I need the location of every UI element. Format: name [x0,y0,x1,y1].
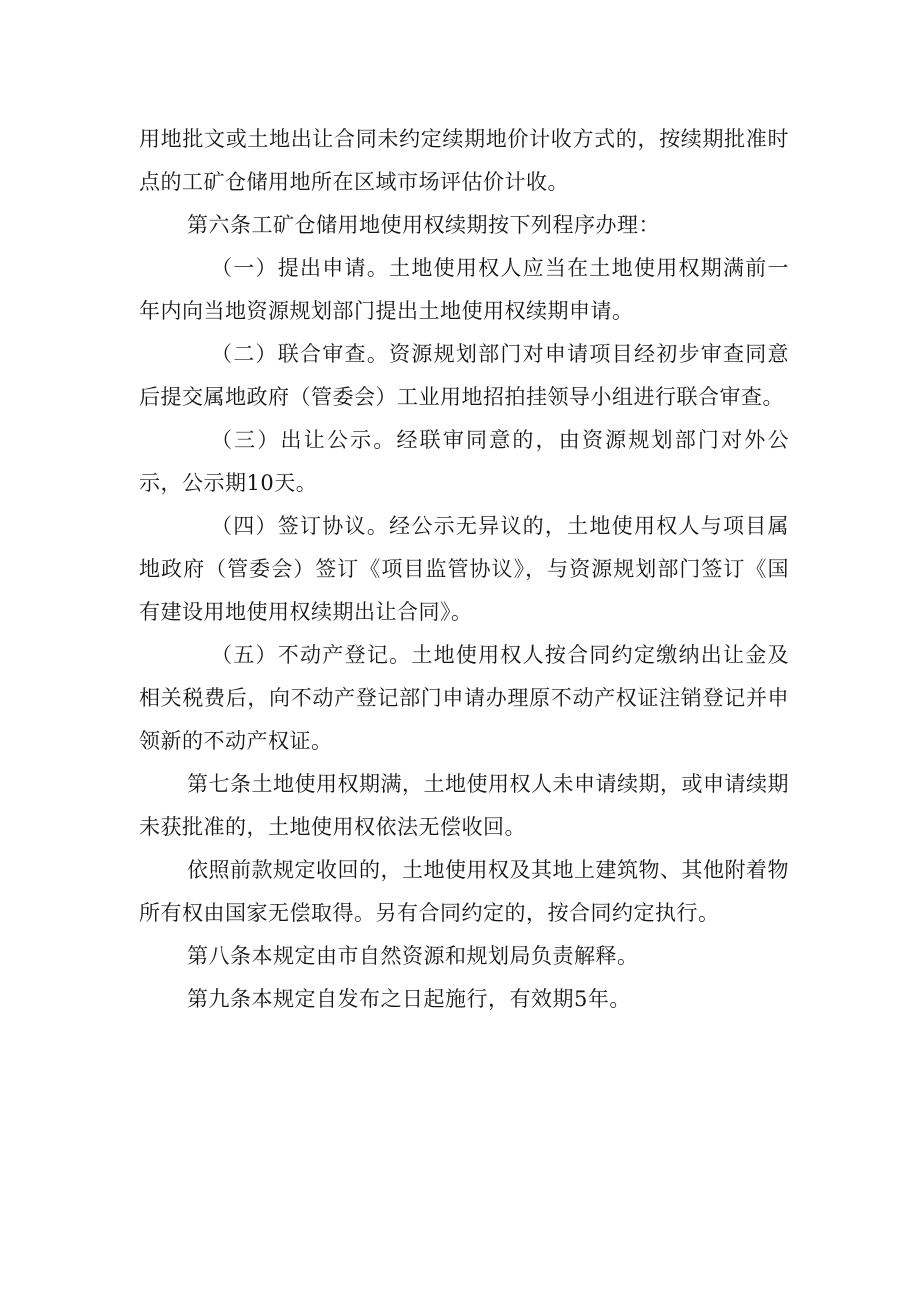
article-6-heading: 第六条工矿仓储用地使用权续期按下列程序办理： [187,213,660,237]
article-7: 第七条土地使用权期满，土地使用权人未申请续期，或申请续期未获批准的，土地使用权依法无偿收回。 [139,772,789,839]
step-5-property-registration: （五）不动产登记。土地使用权人按合同约定缴纳出让金及相关税费后，向不动产登记部门申请办理原不动产权证注销登记并申领新的不动产权证。 [139,643,789,753]
article-8: 第八条本规定由市自然资源和规划局负责解释。 [187,944,639,968]
step-1-apply: （一）提出申请。土地使用权人应当在土地使用权期满前一年内向当地资源规划部门提出土地使用权续期申请。 [139,256,789,323]
article-9: 第九条本规定自发布之日起施行，有效期5年。 [187,987,631,1011]
step-2-joint-review: （二）联合审查。资源规划部门对申请项目经初步审查同意后提交属地政府（管委会）工业用地招拍挂领导小组进行联合审查。 [139,342,789,409]
step-4-sign-agreement: （四）签订协议。经公示无异议的，土地使用权人与项目属地政府（管委会）签订《项目监管协议》，与资源规划部门签订《国有建设用地使用权续期出让合同》。 [139,514,789,624]
step-3-public-notice: （三）出让公示。经联审同意的，由资源规划部门对外公示，公示期10天。 [139,428,789,495]
paragraph-continuation: 用地批文或土地出让合同未约定续期地价计收方式的，按续期批准时点的工矿仓储用地所在区域市场评估价计收。 [139,127,789,194]
article-7-clause-2: 依照前款规定收回的，土地使用权及其地上建筑物、其他附着物所有权由国家无偿取得。另有合同约定的，按合同约定执行。 [139,858,789,925]
document-body [139,118,789,1021]
